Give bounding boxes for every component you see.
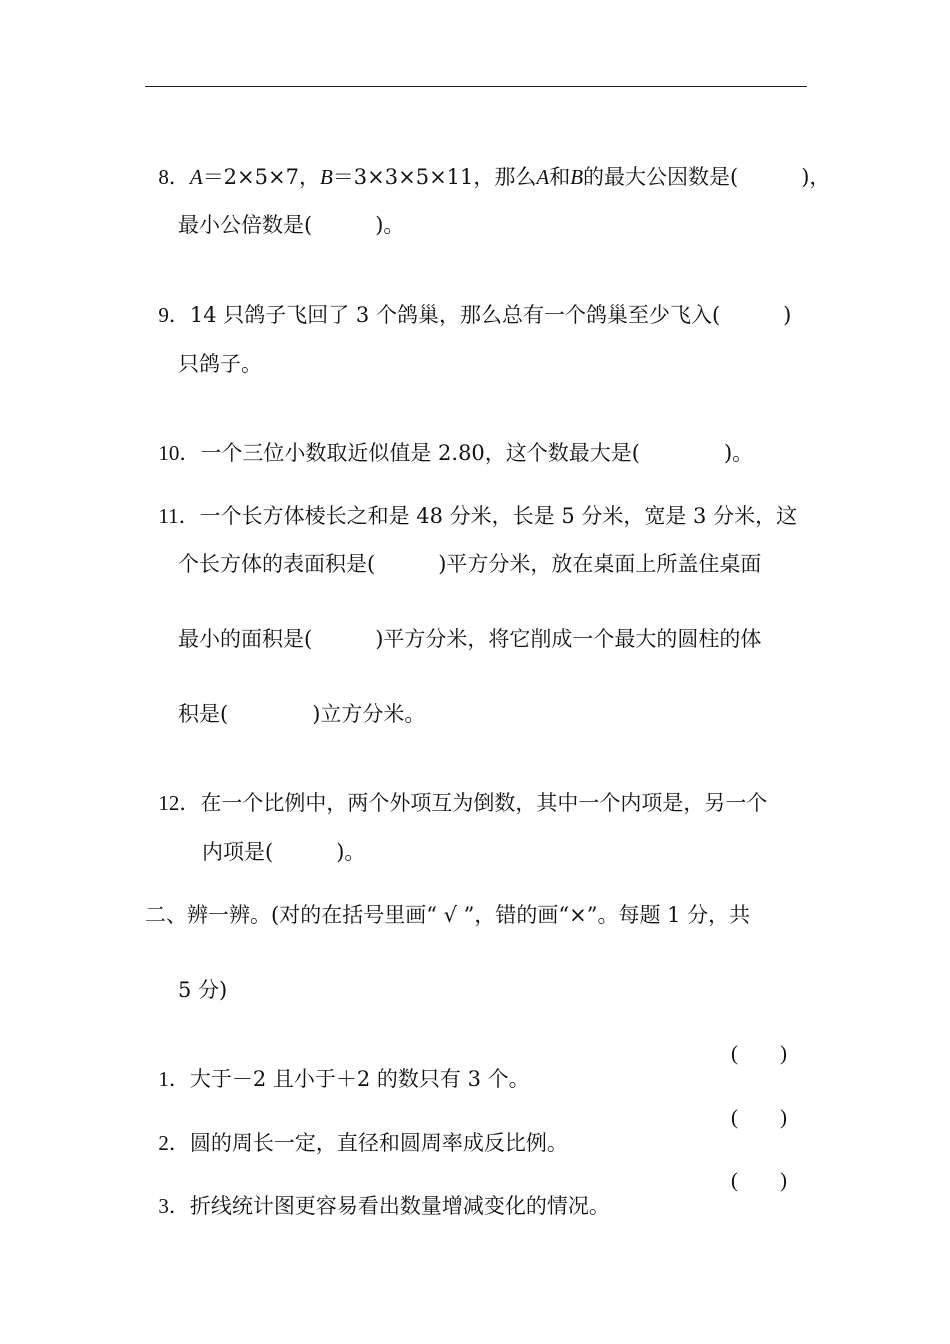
question-number: 12． — [158, 791, 201, 815]
header-rule — [145, 86, 807, 87]
section-2-heading-line-1: 二、辨一辨。(对的在括号里画“ √ ”，错的画“×”。每题 1 分，共 — [145, 903, 751, 927]
question-8-line-1 — [145, 138, 830, 190]
item-text: 折线统计图更容易看出数量增减变化的情况。 — [189, 1194, 610, 1218]
question-11-line-3: 最小的面积是( )平方分米，将它削成一个最大的圆柱的体 — [178, 627, 762, 651]
question-9-line-2: 只鸽子。 — [178, 352, 262, 376]
question-8-line-2: 最小公倍数是( )。 — [178, 213, 405, 237]
item-number: 1． — [158, 1067, 190, 1091]
question-12-line-2: 内项是( )。 — [202, 840, 366, 864]
expression-b: ＝3×3×5×11，那么 — [332, 165, 537, 189]
variable-b: B — [319, 165, 333, 189]
question-text: 一个长方体棱长之和是 48 分米，长是 5 分米，宽是 3 分米，这 — [199, 504, 798, 528]
question-number: 8． — [158, 165, 190, 189]
answer-blank-1[interactable]: ( ) — [731, 1041, 787, 1065]
question-9-line-1 — [145, 276, 791, 328]
variable-b-ref: B — [570, 165, 584, 189]
question-11-line-1 — [145, 477, 797, 529]
question-10-line-1 — [145, 414, 753, 466]
question-11-line-4: 积是( )立方分米。 — [178, 702, 426, 726]
gcd-blank-text: 的最大公因数是( )， — [583, 165, 831, 189]
question-11-line-2: 个长方体的表面积是( )平方分米，放在桌面上所盖住桌面 — [178, 552, 762, 576]
answer-blank-2[interactable]: ( ) — [731, 1105, 787, 1129]
judge-item-3 — [145, 1167, 610, 1219]
question-text: 14 只鸽子飞回了 3 个鸽巢，那么总有一个鸽巢至少飞入( ) — [189, 303, 792, 327]
variable-a-ref: A — [536, 165, 550, 189]
judge-item-1 — [145, 1040, 530, 1092]
judge-item-2 — [145, 1104, 568, 1156]
item-text: 大于－2 且小于＋2 的数只有 3 个。 — [189, 1067, 530, 1091]
and-text: 和 — [549, 165, 571, 189]
variable-a: A — [189, 165, 203, 189]
item-number: 3． — [158, 1194, 190, 1218]
question-number: 9． — [158, 303, 190, 327]
question-text: 在一个比例中，两个外项互为倒数，其中一个内项是，另一个 — [200, 791, 768, 815]
question-12-line-1 — [145, 764, 767, 816]
question-number: 10． — [158, 441, 201, 465]
question-number: 11． — [158, 504, 200, 528]
expression-a: ＝2×5×7， — [202, 165, 320, 189]
item-number: 2． — [158, 1131, 190, 1155]
section-2-heading-line-2: 5 分) — [178, 978, 228, 1002]
item-text: 圆的周长一定，直径和圆周率成反比例。 — [189, 1131, 568, 1155]
answer-blank-3[interactable]: ( ) — [731, 1168, 787, 1192]
question-text: 一个三位小数取近似值是 2.80，这个数最大是( )。 — [200, 441, 754, 465]
